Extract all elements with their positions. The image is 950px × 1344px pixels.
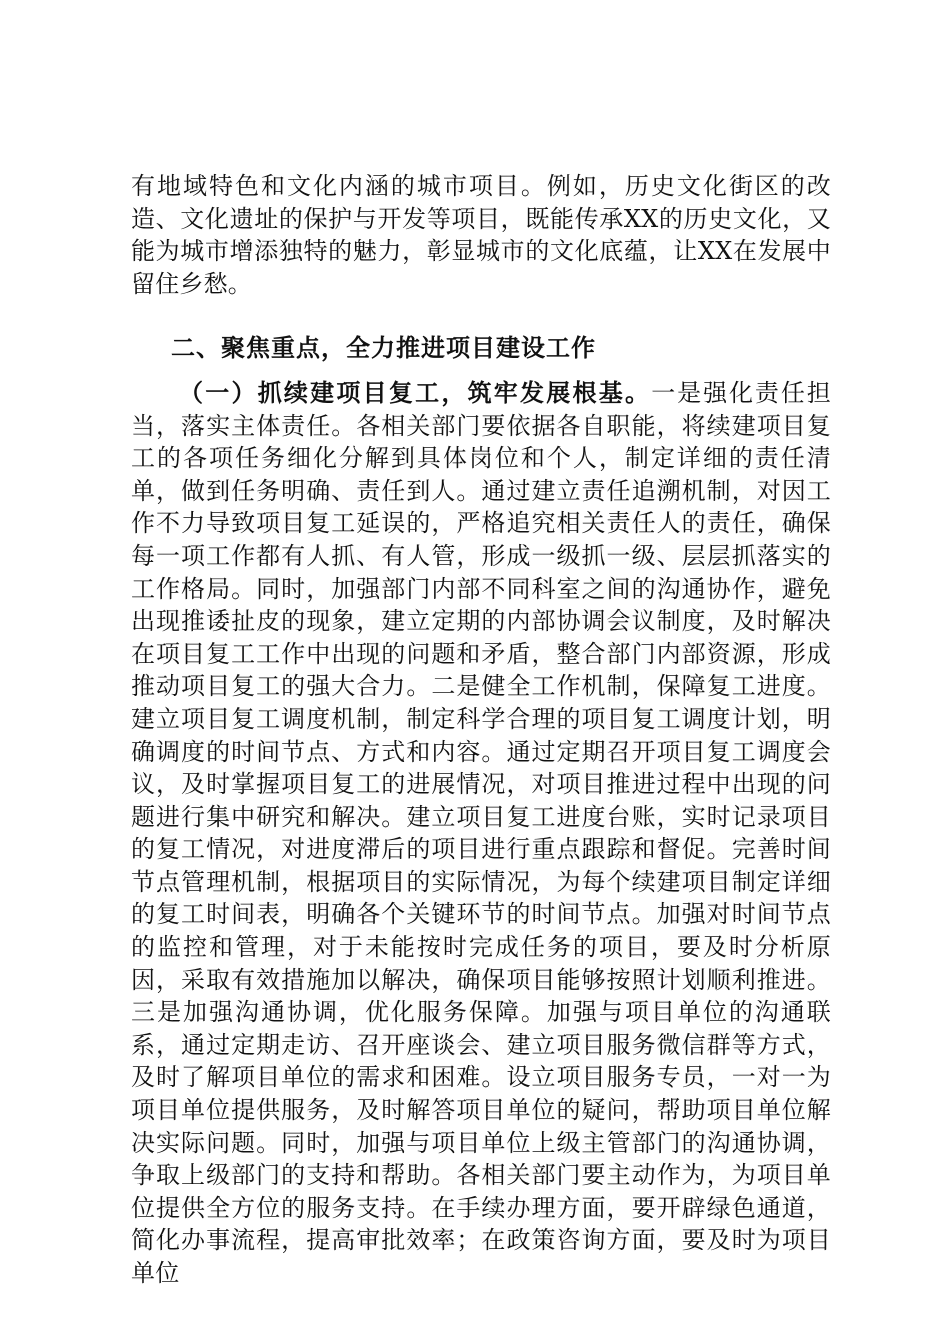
subsection-paragraph (131, 377, 831, 1290)
subsection-title: （一）抓续建项目复工，筑牢发展根基。 (179, 378, 652, 407)
section-heading: 二、聚焦重点，全力推进项目建设工作 (171, 334, 596, 363)
document-body (131, 170, 831, 1290)
subsection-body: 一是强化责任担当，落实主体责任。各相关部门要依据各自职能，将续建项目复工的各项任务细化分解到具体岗位和个人，制定详细的责任清单，做到任务明确、责任到人。通过建立责任追溯机制，对因工作不力导致项目复工延误的，严格追究相关责任人的责任，确保每一项工作都有人抓、有人管，形成一级抓一级、层层抓落实的工作格局。同时，加强部门内部不同科室之间的沟通协作，避免出现推诿扯皮的现象，建立定期的内部协调会议制度，及时解决在项目复工工作中出现的问题和矛盾，整合部门内部资源，形成推动项目复工的强大合力。二是健全工作机制，保障复工进度。建立项目复工调度机制，制定科学合理的项目复工调度计划，明确调度的时间节点、方式和内容。通过定期召开项目复工调度会议，及时掌握项目复工的进展情况，对项目推进过程中出现的问题进行集中研究和解决。建立项目复工进度台账，实时记录项目的复工情况，对进度滞后的项目进行重点跟踪和督促。完善时间节点管理机制，根据项目的实际情况，为每个续建项目制定详细的复工时间表，明确各个关键环节的时间节点。加强对时间节点的监控和管理，对于未能按时完成任务的项目，要及时分析原因，采取有效措施加以解决，确保项目能够按照计划顺利推进。三是加强沟通协调，优化服务保障。加强与项目单位的沟通联系，通过定期走访、召开座谈会、建立项目服务微信群等方式，及时了解项目单位的需求和困难。设立项目服务专员，一对一为项目单位提供服务，及时解答项目单位的疑问，帮助项目单位解决实际问题。同时，加强与项目单位上级主管部门的沟通协调，争取上级部门的支持和帮助。各相关部门要主动作为，为项目单位提供全方位的服务支持。在手续办理方面，要开辟绿色通道，简化办事流程，提高审批效率；在政策咨询方面，要及时为项目单位 (131, 378, 832, 1287)
intro-paragraph: 有地域特色和文化内涵的城市项目。例如，历史文化街区的改造、文化遗址的保护与开发等项目，既能传承XX的历史文化，又能为城市增添独特的魅力，彰显城市的文化底蕴，让XX在发展中留住乡愁。 (131, 172, 831, 298)
